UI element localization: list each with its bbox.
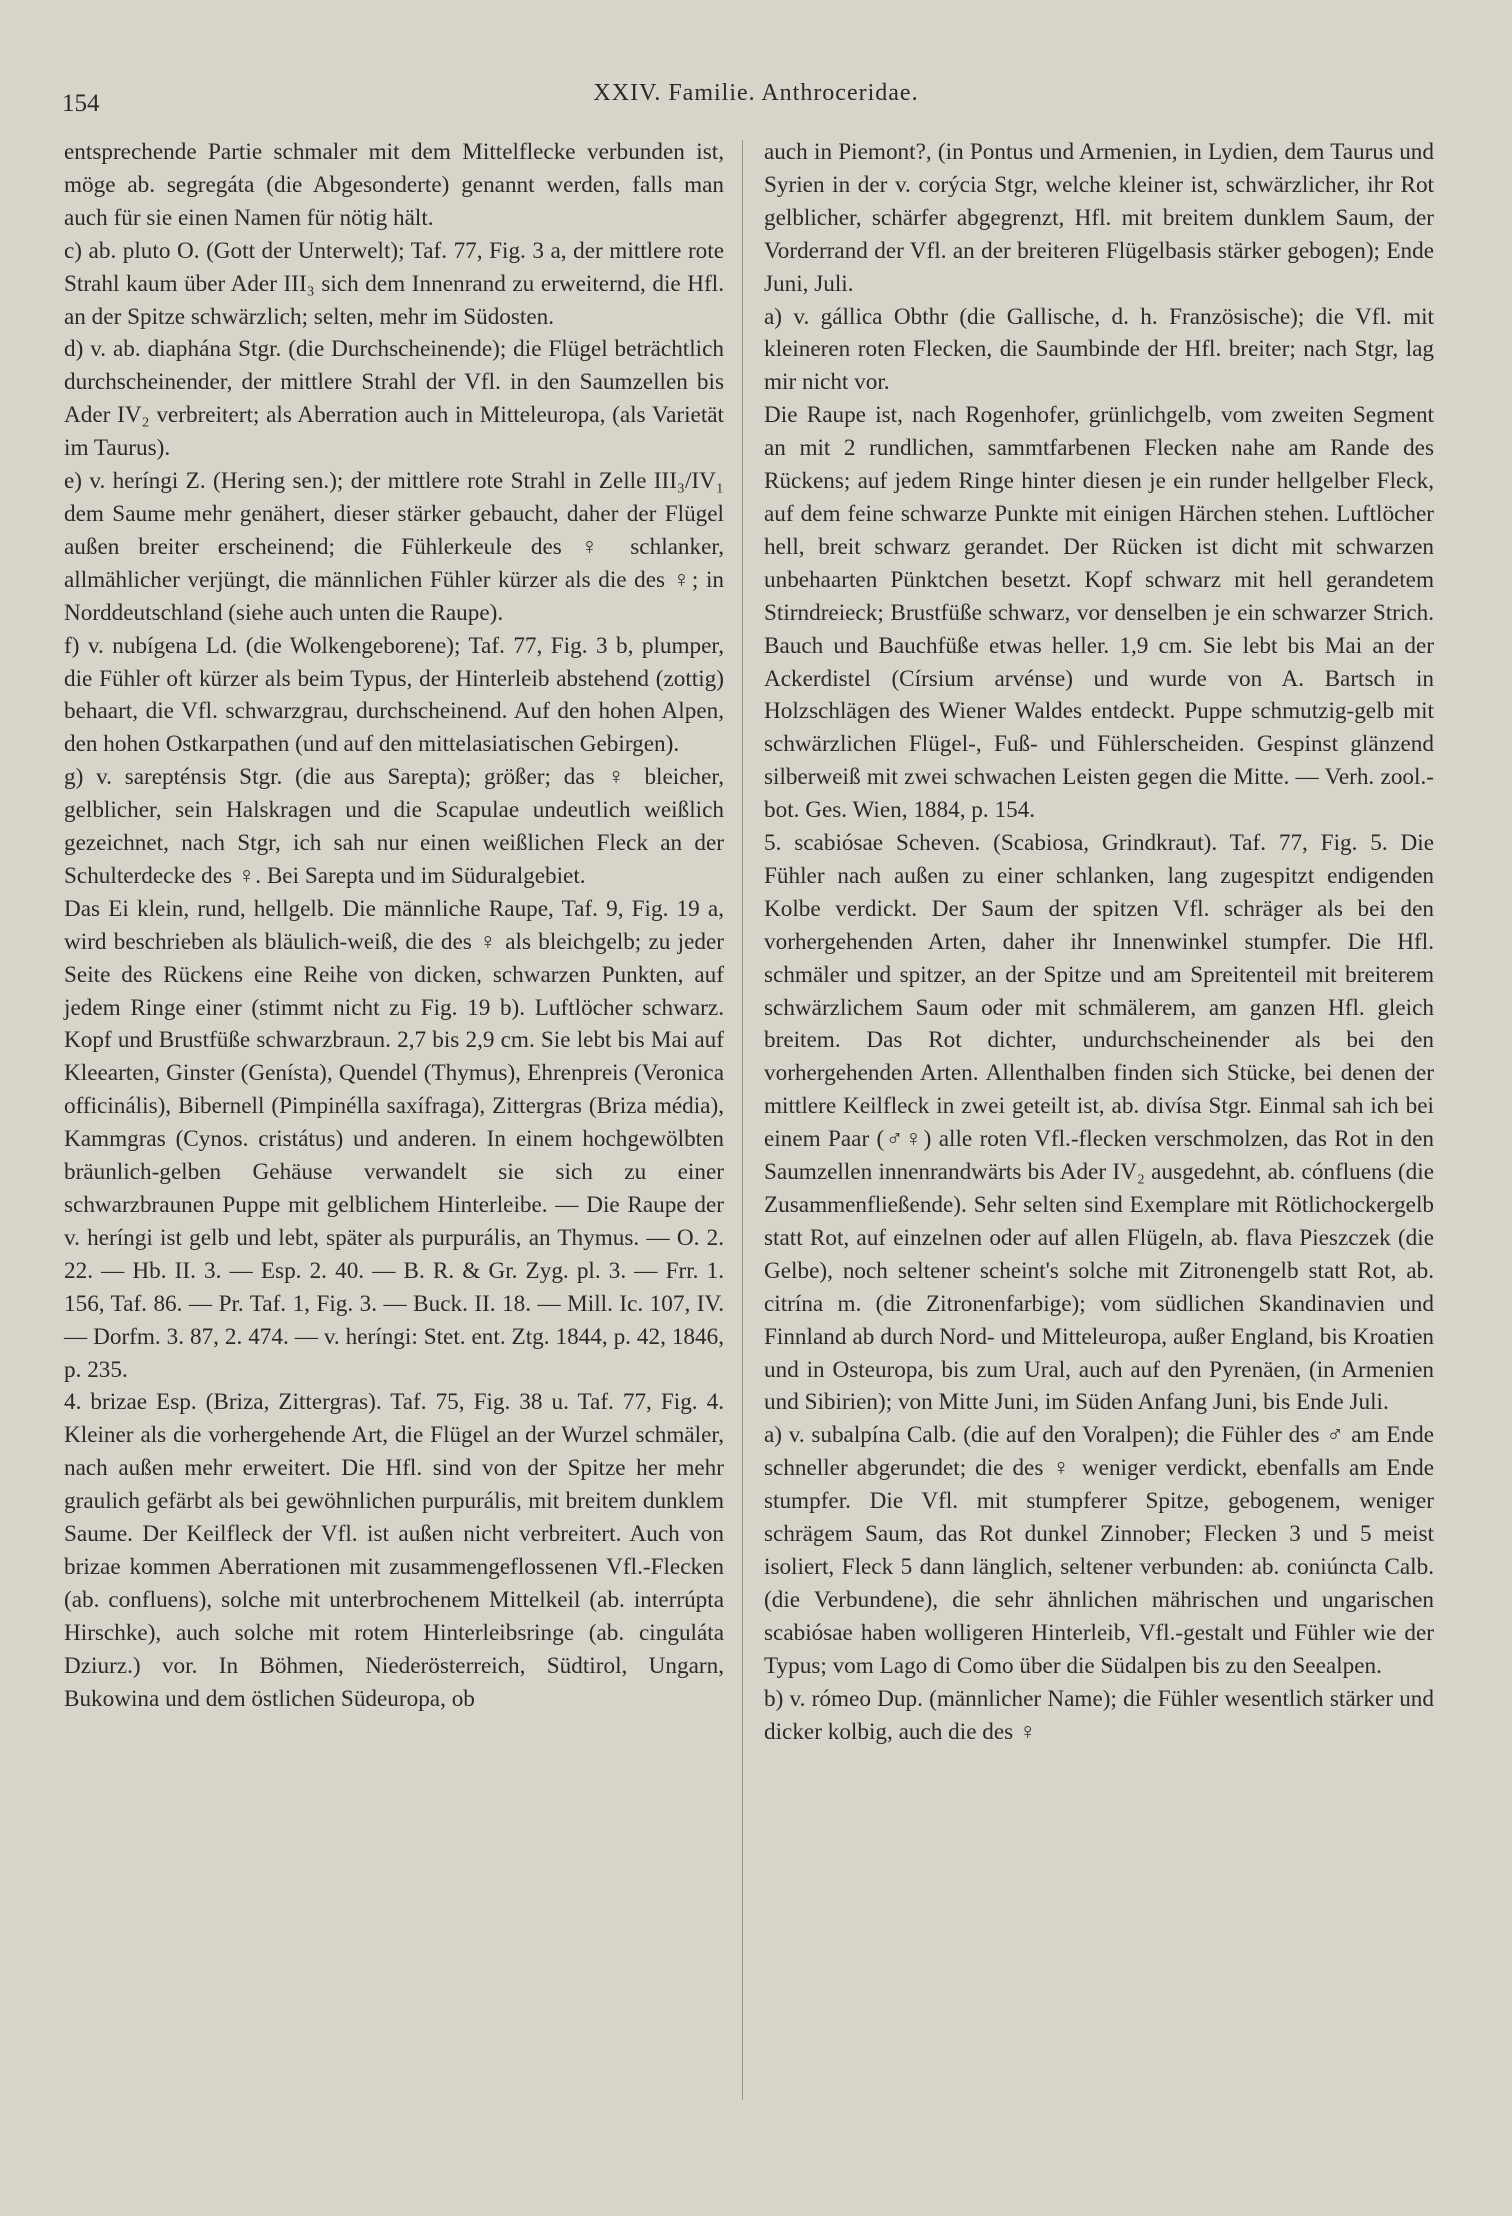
- left-column-text: entsprechende Partie schmaler mit dem Mittelflecke verbunden ist, möge ab. segregáta (die Abgesonderte) genannt werden, falls man auch für sie einen Namen für nötig hält. c) ab. pluto O. (Gott der Unterwelt); Taf. 77, Fig. 3 a, der mittlere rote Strahl kaum über Ader III₃ sich dem Innenrand zu erweiternd, die Hfl. an der Spitze schwärzlich; selten, mehr im Südosten. d) v. ab. diaphána Stgr. (die Durchscheinende); die Flügel beträchtlich durchscheinender, der mittlere Strahl der Vfl. in den Saumzellen bis Ader IV₂ verbreitert; als Aberration auch in Mitteleuropa, (als Varietät im Taurus). e) v. heríngi Z. (Hering sen.); der mittlere rote Strahl in Zelle III₃/IV₁ dem Saume mehr genähert, dieser stärker gebaucht, daher der Flügel außen breiter erscheinend; die Fühlerkeule des ♀ schlanker, allmählicher verjüngt, die männlichen Fühler kürzer als die des ♀; in Norddeutschland (siehe auch unten die Raupe). f) v. nubígena Ld. (die Wolkengeborene); Taf. 77, Fig. 3 b, plumper, die Fühler oft kürzer als beim Typus, der Hinterleib abstehend (zottig) behaart, die Vfl. schwarzgrau, durchscheinend. Auf den hohen Alpen, den hohen Ostkarpathen (und auf den mittelasiatischen Gebirgen). g) v. sarepténsis Stgr. (die aus Sarepta); größer; das ♀ bleicher, gelblicher, sein Halskragen und die Scapulae undeutlich weißlich gezeichnet, nach Stgr, ich sah nur einen weißlichen Fleck an der Schulterdecke des ♀. Bei Sarepta und im Süduralgebiet. Das Ei klein, rund, hellgelb. Die männliche Raupe, Taf. 9, Fig. 19 a, wird beschrieben als bläulich-weiß, die des ♀ als bleichgelb; zu jeder Seite des Rückens eine Reihe von dicken, schwarzen Punkten, auf jedem Ringe einer (stimmt nicht zu Fig. 19 b). Luftlöcher schwarz. Kopf und Brustfüße schwarzbraun. 2,7 bis 2,9 cm. Sie lebt bis Mai auf Kleearten, Ginster (Genísta), Quendel (Thymus), Ehrenpreis (Veronica officinális), Bibernell (Pimpinélla saxífraga), Zittergras (Briza média), Kammgras (Cynos. cristátus) und anderen. In einem hochgewölbten bräunlich-gelben Gehäuse verwandelt sie sich zu einer schwarzbraunen Puppe mit gelblichem Hinterleibe. — Die Raupe der v. heríngi ist gelb und lebt, später als purpurális, an Thymus. — O. 2. 22. — Hb. II. 3. — Esp. 2. 40. — B. R. & Gr. Zyg. pl. 3. — Frr. 1. 156, Taf. 86. — Pr. Taf. 1, Fig. 3. — Buck. II. 18. — Mill. Ic. 107, IV. — Dorfm. 3. 87, 2. 474. — v. heríngi: Stet. ent. Ztg. 1844, p. 42, 1846, p. 235. 4. brizae Esp. (Briza, Zittergras). Taf. 75, Fig. 38 u. Taf. 77, Fig. 4. Kleiner als die vorhergehende Art, die Flügel an der Wurzel schmäler, nach außen mehr erweitert. Die Hfl. sind von der Spitze her mehr graulich gefärbt als bei gewöhnlichen purpurális, mit breitem dunklem Saume. Der Keilfleck der Vfl. ist außen nicht verbreitert. Auch von brizae kommen Aberrationen mit zusammengeflossenen Vfl.-Flecken (ab. confluens), solche mit unterbrochenem Mittelkeil (ab. interrúpta Hirschke), auch solche mit rotem Hinterleibsringe (ab. cinguláta Dziurz.) vor. In Böhmen, Niederösterreich, Südtirol, Ungarn, Bukowina und dem östlichen Südeuropa, ob: [64, 139, 724, 1712]
- running-title: XXIV. Familie. Anthroceridae.: [593, 80, 919, 106]
- page-number: 154: [62, 90, 100, 117]
- column-divider: [742, 140, 743, 2100]
- page-header: [0, 72, 1512, 117]
- right-column-text: auch in Piemont?, (in Pontus und Armenien, in Lydien, dem Taurus und Syrien in der v. corýcia Stgr, welche kleiner ist, schwärzlicher, ihr Rot gelblicher, schärfer abgegrenzt, Hfl. mit breitem dunklem Saum, der Vorderrand der Vfl. an der breiteren Flügelbasis stärker gebogen); Ende Juni, Juli. a) v. gállica Obthr (die Gallische, d. h. Französische); die Vfl. mit kleineren roten Flecken, die Saumbinde der Hfl. breiter; nach Stgr, lag mir nicht vor. Die Raupe ist, nach Rogenhofer, grünlichgelb, vom zweiten Segment an mit 2 rundlichen, sammtfarbenen Flecken nahe am Rande des Rückens; auf jedem Ringe hinter diesen je ein runder hellgelber Fleck, auf dem feine schwarze Punkte mit einigen Härchen stehen. Luftlöcher hell, breit schwarz gerandet. Der Rücken ist dicht mit schwarzen unbehaarten Pünktchen besetzt. Kopf schwarz mit hell gerandetem Stirndreieck; Brustfüße schwarz, vor denselben je ein schwarzer Strich. Bauch und Bauchfüße etwas heller. 1,9 cm. Sie lebt bis Mai an der Ackerdistel (Círsium arvénse) und wurde von A. Bartsch in Holzschlägen des Wiener Waldes entdeckt. Puppe schmutzig-gelb mit schwärzlichen Flügel-, Fuß- und Fühlerscheiden. Gespinst glänzend silberweiß mit zwei schwachen Leisten gegen die Mitte. — Verh. zool.-bot. Ges. Wien, 1884, p. 154. 5. scabiósae Scheven. (Scabiosa, Grindkraut). Taf. 77, Fig. 5. Die Fühler nach außen zu einer schlanken, lang zugespitzt endigenden Kolbe verdickt. Der Saum der spitzen Vfl. schräger als bei den vorhergehenden Arten, daher ihr Innenwinkel stumpfer. Die Hfl. schmäler und spitzer, an der Spitze und am Spreitenteil mit breiterem schwärzlichem Saum oder mit schmälerem, am ganzen Hfl. gleich breitem. Das Rot dichter, undurchscheinender als bei den vorhergehenden Arten. Allenthalben finden sich Stücke, bei denen der mittlere Keilfleck in zwei geteilt ist, ab. divísa Stgr. Einmal sah ich bei einem Paar (♂♀) alle roten Vfl.-flecken verschmolzen, das Rot in den Saumzellen innenrandwärts bis Ader IV₂ ausgedehnt, ab. cónfluens (die Zusammenfließende). Sehr selten sind Exemplare mit Rötlichockergelb statt Rot, auf einzelnen oder auf allen Flügeln, ab. flava Pieszczek (die Gelbe), noch seltener scheint's solche mit Zitronengelb statt Rot, ab. citrína m. (die Zitronenfarbige); vom südlichen Skandinavien und Finnland ab durch Nord- und Mitteleuropa, außer England, bis Kroatien und in Osteuropa, bis zum Ural, auch auf den Pyrenäen, (in Armenien und Sibirien); von Mitte Juni, im Süden Anfang Juni, bis Ende Juli. a) v. subalpína Calb. (die auf den Voralpen); die Fühler des ♂ am Ende schneller abgerundet; die des ♀ weniger verdickt, ebenfalls am Ende stumpfer. Die Vfl. mit stumpferer Spitze, gebogenem, weniger schrägem Saum, das Rot dunkel Zinnober; Flecken 3 und 5 meist isoliert, Fleck 5 dann länglich, seltener verbunden: ab. coniúncta Calb. (die Verbundene), die sehr ähnlichen mährischen und ungarischen scabiósae haben wolligeren Hinterleib, Vfl.-gestalt und Fühler wie der Typus; vom Lago di Como über die Südalpen bis zu den Seealpen. b) v. rómeo Dup. (männlicher Name); die Fühler wesentlich stärker und dicker kolbig, auch die des ♀: [764, 139, 1434, 1745]
